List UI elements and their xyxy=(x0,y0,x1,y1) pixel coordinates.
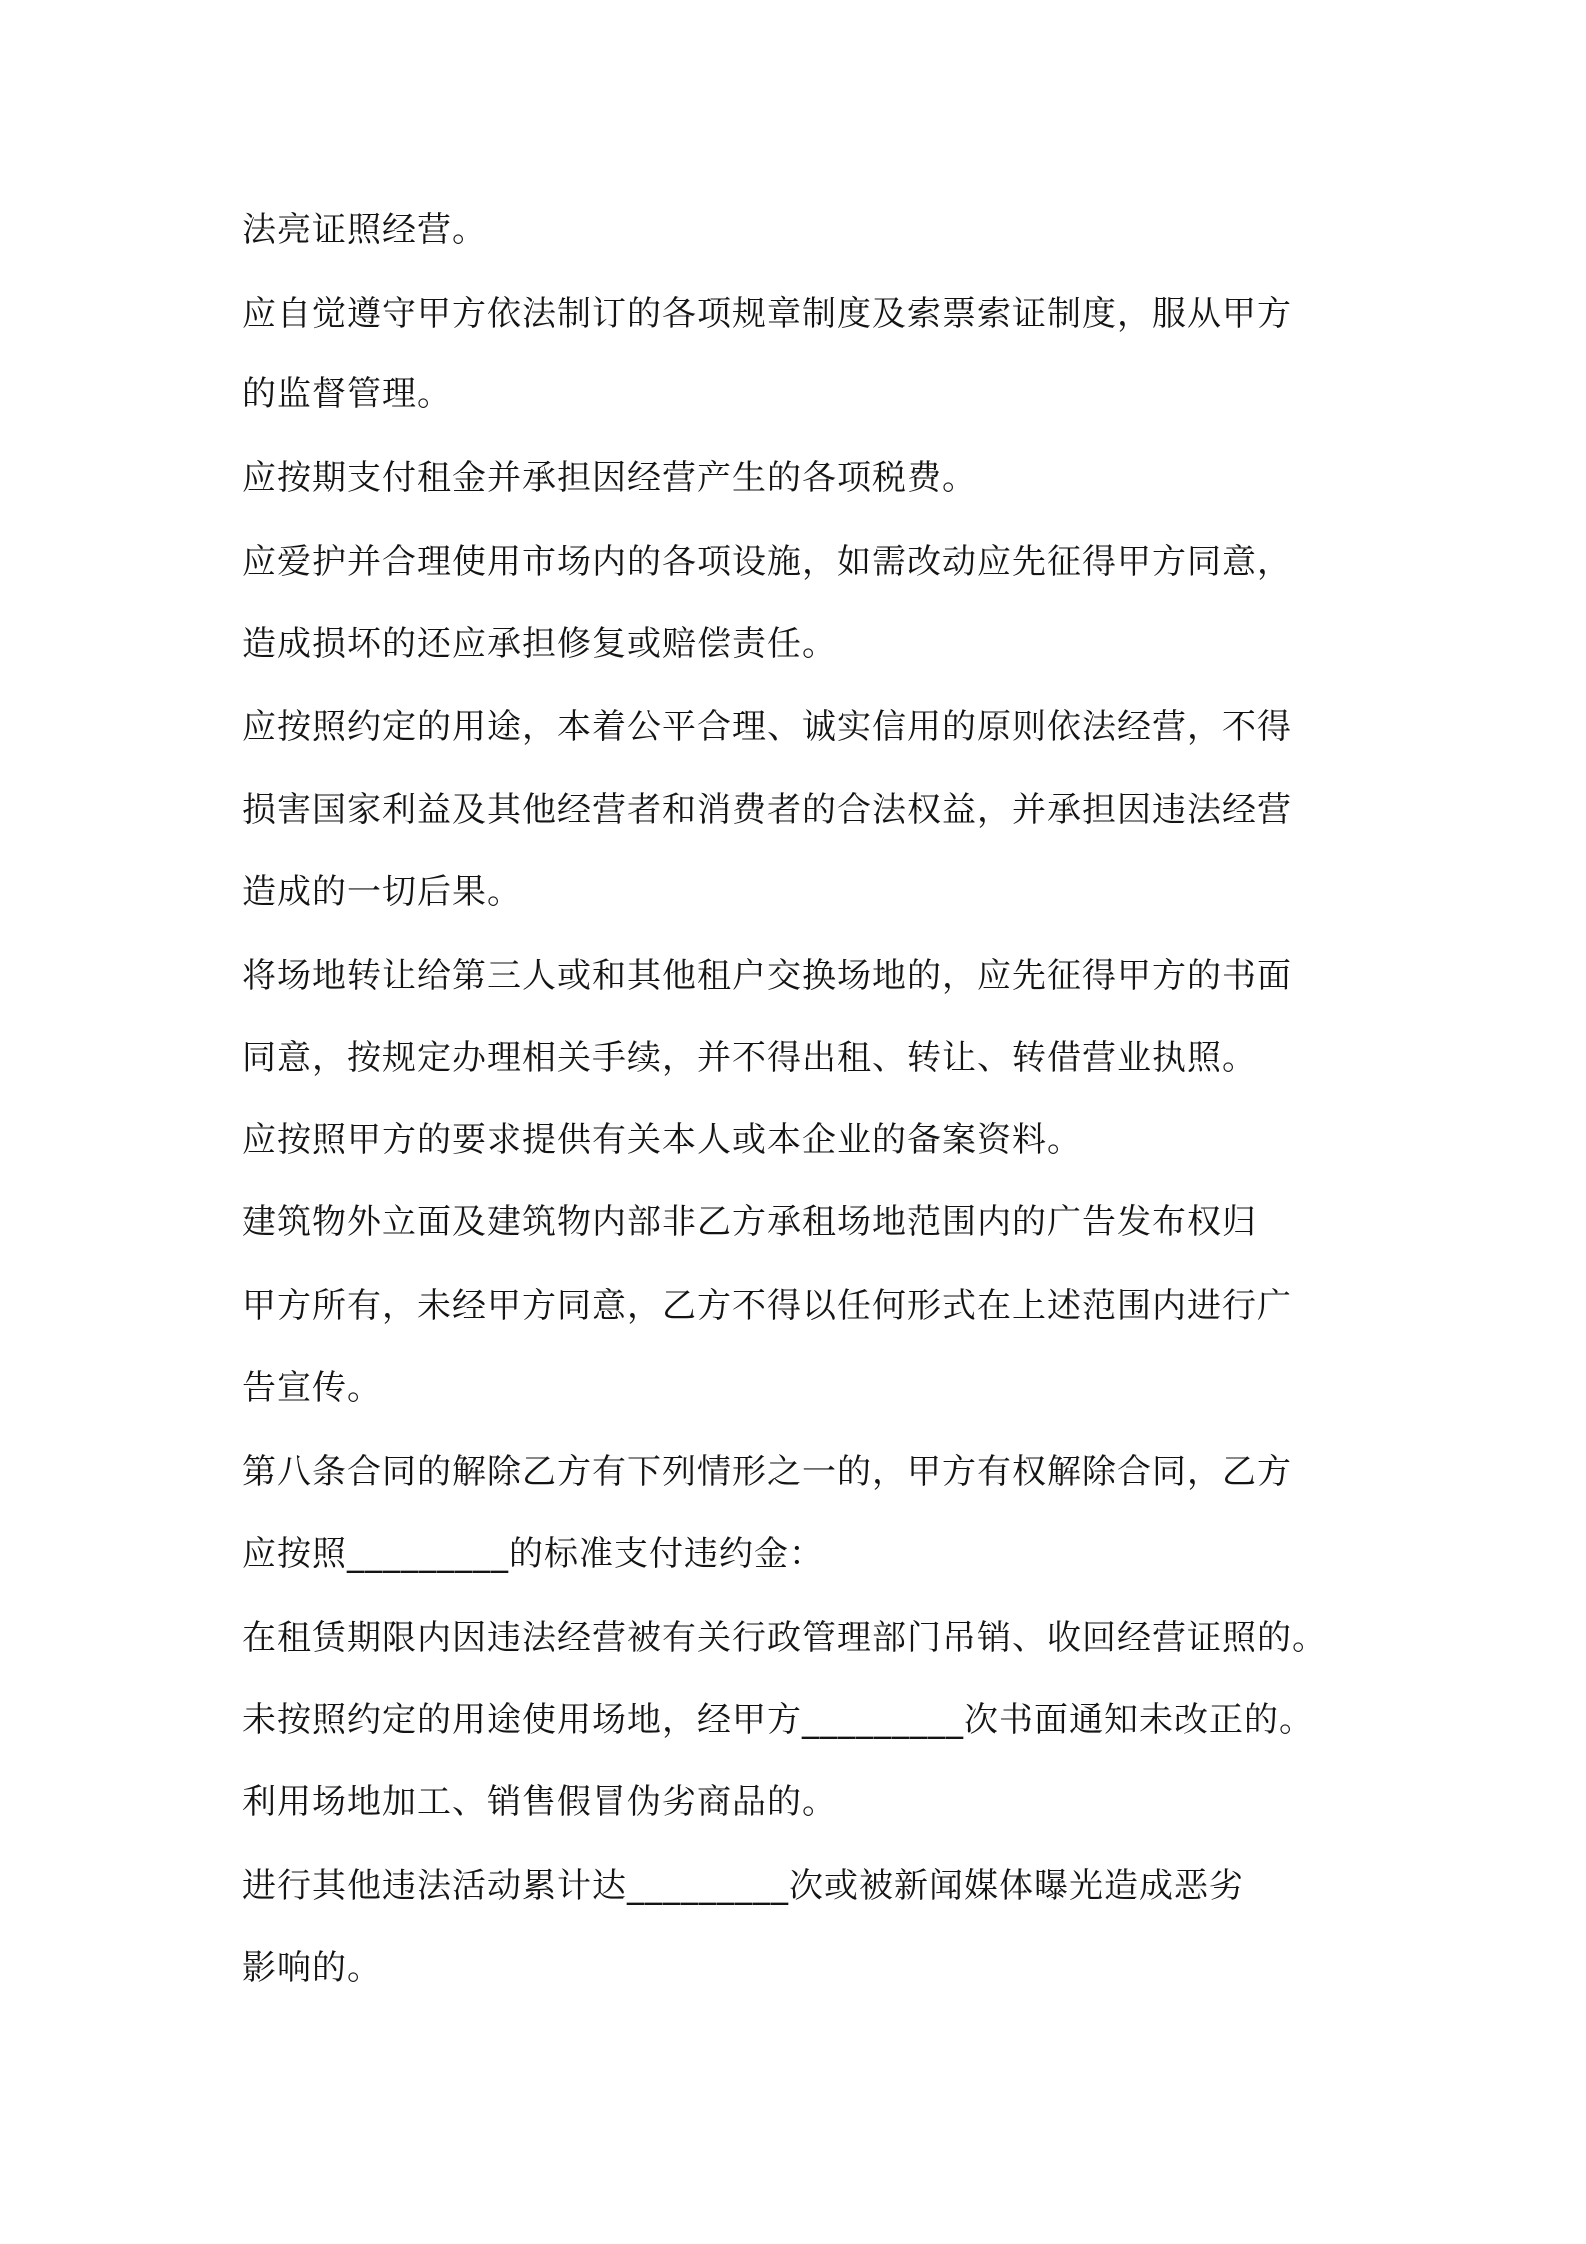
text-line: 建筑物外立面及建筑物内部非乙方承租场地范围内的广告发布权归 xyxy=(242,1202,1257,1242)
text-line: 在租赁期限内因违法经营被有关行政管理部门吊销、收回经营证照的。 xyxy=(242,1618,1327,1658)
text-line: 应按期支付租金并承担因经营产生的各项税费。 xyxy=(242,458,977,498)
text-line: 利用场地加工、销售假冒伪劣商品的。 xyxy=(242,1782,837,1822)
text-line: 造成的一切后果。 xyxy=(242,872,522,912)
text-line: 应按照约定的用途，本着公平合理、诚实信用的原则依法经营，不得 xyxy=(242,707,1292,747)
text-line: 同意，按规定办理相关手续，并不得出租、转让、转借营业执照。 xyxy=(242,1038,1257,1078)
text-line: 应按照甲方的要求提供有关本人或本企业的备案资料。 xyxy=(242,1120,1082,1160)
text-line: 损害国家利益及其他经营者和消费者的合法权益，并承担因违法经营 xyxy=(242,790,1292,830)
text-line: 应爱护并合理使用市场内的各项设施，如需改动应先征得甲方同意， xyxy=(242,542,1292,582)
text-line: 影响的。 xyxy=(242,1948,382,1988)
text-line: 将场地转让给第三人或和其他租户交换场地的，应先征得甲方的书面 xyxy=(242,956,1292,996)
text-line: 未按照约定的用途使用场地，经甲方_________次书面通知未改正的。 xyxy=(242,1700,1314,1740)
text-line: 应自觉遵守甲方依法制订的各项规章制度及索票索证制度，服从甲方 xyxy=(242,294,1292,334)
text-line: 告宣传。 xyxy=(242,1368,382,1408)
text-line: 第八条合同的解除乙方有下列情形之一的，甲方有权解除合同，乙方 xyxy=(242,1452,1292,1492)
text-line: 进行其他违法活动累计达_________次或被新闻媒体曝光造成恶劣 xyxy=(242,1866,1244,1906)
text-line: 的监督管理。 xyxy=(242,374,452,414)
text-line: 造成损坏的还应承担修复或赔偿责任。 xyxy=(242,624,837,664)
text-line: 甲方所有，未经甲方同意，乙方不得以任何形式在上述范围内进行广 xyxy=(242,1286,1292,1326)
text-line: 应按照_________的标准支付违约金： xyxy=(242,1534,824,1574)
text-line: 法亮证照经营。 xyxy=(242,210,487,250)
